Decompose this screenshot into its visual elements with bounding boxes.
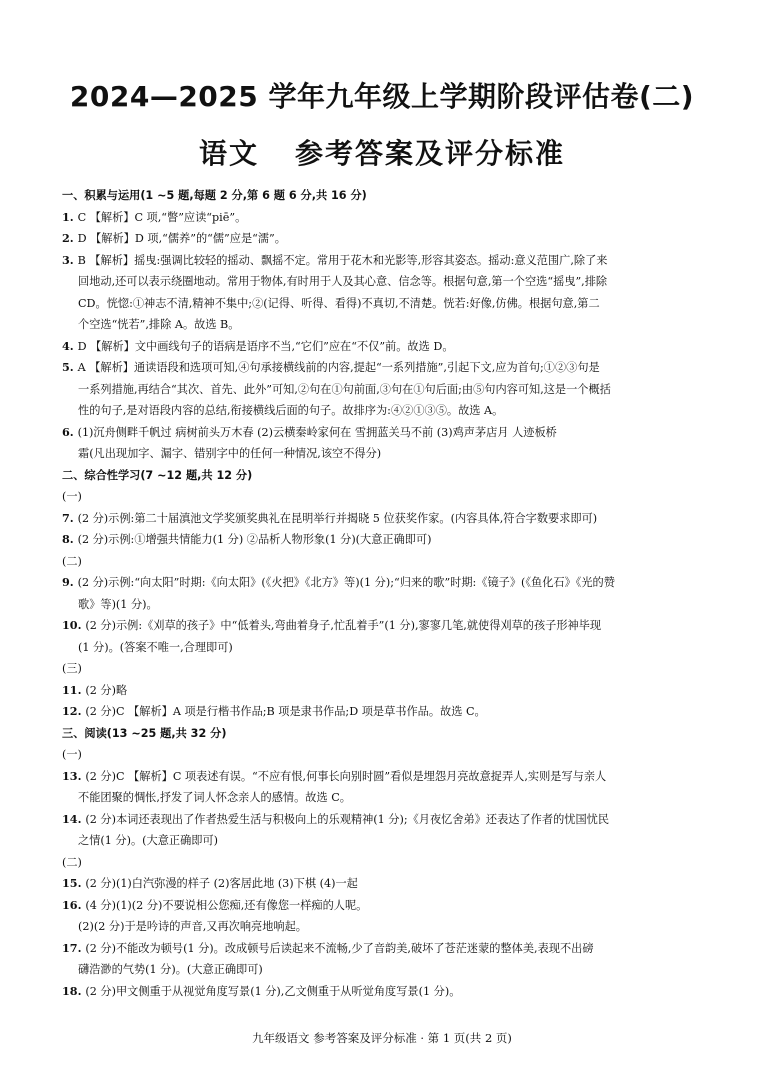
answer-item	[62, 422, 712, 444]
answer-text: (2 分)示例:①增强共情能力(1 分) ②品析人物形象(1 分)(大意正确即可)	[77, 533, 432, 546]
subsection-label: (三)	[62, 662, 82, 675]
section-heading: 二、综合性学习(7 ~12 题,共 12 分)	[62, 468, 253, 482]
answer-item	[62, 572, 712, 594]
question-number: 3.	[62, 252, 78, 267]
answer-continuation: 个空选“恍若”,排除 A。故选 B。	[78, 318, 240, 331]
answer-continuation: 性的句子,是对语段内容的总结,衔接横线后面的句子。故排序为:④②①③⑤。故选 A。	[78, 404, 504, 417]
subsection-label: (二)	[62, 855, 82, 869]
answer-item	[62, 680, 712, 702]
answer-text: (2 分)(1)白汽弥漫的样子 (2)客居此地 (3)下棋 (4)一起	[85, 877, 358, 890]
answer-item	[62, 336, 712, 358]
answer-content	[62, 185, 712, 1002]
document-title: 2024—2025 学年九年级上学期阶段评估卷(二)	[69, 80, 695, 113]
answer-text: (2 分)略	[85, 683, 128, 697]
answer-continuation: 不能团聚的惆怅,抒发了词人怀念亲人的感情。故选 C。	[78, 791, 351, 804]
question-number: 17.	[62, 940, 86, 955]
answer-item	[62, 529, 712, 551]
answer-text: (2 分)甲文侧重于从视觉角度写景(1 分),乙文侧重于从听觉角度写景(1 分)。	[85, 984, 461, 998]
answer-item	[62, 250, 712, 272]
answer-text: (2 分)示例:《刈草的孩子》中“低着头,弯曲着身子,忙乱着手”(1 分),寥寥几笔,就使得刈草的孩子形神毕现	[85, 619, 602, 632]
question-number: 18.	[62, 983, 86, 998]
question-number: 5.	[62, 360, 78, 374]
answer-item	[62, 357, 712, 379]
answer-continuation: 歌》等)(1 分)。	[78, 597, 158, 611]
page-footer: 九年级语文 参考答案及评分标准 · 第 1 页(共 2 页)	[252, 1031, 512, 1045]
question-number: 2.	[62, 231, 78, 245]
answer-item	[62, 873, 712, 895]
answer-text: (1)沉舟侧畔千帆过 病树前头万木春 (2)云横秦岭家何在 雪拥蓝关马不前 (3)鸡声茅店月 人迹板桥	[77, 425, 557, 439]
answer-item	[62, 701, 712, 723]
subsection-label: (一)	[62, 490, 82, 503]
answer-item	[62, 615, 712, 637]
question-number: 7.	[62, 510, 78, 525]
question-number: 11.	[62, 682, 86, 697]
answer-item	[62, 809, 712, 831]
answer-text: (2 分)C 【解析】A 项是行楷书作品;B 项是隶书作品;D 项是草书作品。故选 C。	[85, 705, 486, 718]
answer-key-label: 参考答案及评分标准	[295, 137, 566, 170]
answer-continuation: 回地动,还可以表示绕圈地动。常用于物体,有时用于人及其心意、信念等。根据句意,第一个空选“摇曳”,排除	[78, 275, 608, 288]
answer-text: (2 分)不能改为顿号(1 分)。改成顿号后读起来不流畅,少了音韵美,破坏了苍茫迷蒙的整体美,表现不出磅	[85, 941, 594, 955]
question-number: 13.	[62, 768, 86, 783]
answer-continuation: (2)(2 分)于是吟诗的声音,又再次响亮地响起。	[78, 920, 307, 933]
answer-item	[62, 207, 712, 229]
document-subtitle	[0, 132, 764, 172]
answer-text: D 【解析】文中画线句子的语病是语序不当,“它们”应在“不仅”前。故选 D。	[77, 339, 454, 353]
answer-text: (2 分)示例:“向太阳”时期:《向太阳》(《火把》《北方》等)(1 分);“归来的歌”时期:《镜子》(《鱼化石》《光的赞	[77, 576, 615, 589]
answer-text: (2 分)C 【解析】C 项表述有误。“不应有恨,何事长向别时圆”看似是埋怨月亮故意捉弄人,实则是写与亲人	[85, 769, 607, 783]
answer-text: D 【解析】D 项,“儒养”的“儒”应是“濡”。	[77, 232, 286, 245]
answer-continuation: 霜(凡出现加字、漏字、错别字中的任何一种情况,该空不得分)	[78, 447, 382, 460]
question-number: 1.	[62, 209, 78, 224]
subsection-label: (一)	[62, 748, 82, 761]
answer-continuation: 礴浩渺的气势(1 分)。(大意正确即可)	[78, 963, 263, 976]
subject-label: 语文	[198, 137, 259, 170]
answer-continuation: (1 分)。(答案不唯一,合理即可)	[78, 640, 233, 654]
section-heading: 三、阅读(13 ~25 题,共 32 分)	[62, 726, 227, 740]
question-number: 15.	[62, 876, 86, 890]
answer-text: B 【解析】摇曳:强调比较轻的摇动、飘摇不定。常用于花木和光影等,形容其姿态。摇动:意义范围广,除了来	[77, 253, 608, 267]
answer-text: C 【解析】C 项,“瞥”应读“piē”。	[77, 210, 247, 224]
answer-continuation: CD。恍惚:①神志不清,精神不集中;②(记得、听得、看得)不真切,不清楚。恍若:好像,仿佛。根据句意,第二	[78, 296, 600, 310]
answer-item	[62, 895, 712, 917]
answer-continuation: 之情(1 分)。(大意正确即可)	[78, 834, 219, 847]
question-number: 6.	[62, 424, 78, 439]
answer-item	[62, 508, 712, 530]
answer-continuation: 一系列措施,再结合“其次、首先、此外”可知,②句在①句前面,③句在①句后面;由⑤句内容可知,这是一个概括	[78, 382, 611, 396]
answer-item	[62, 981, 712, 1003]
answer-text: (4 分)(1)(2 分)不要说相公您痴,还有像您一样痴的人呢。	[85, 898, 368, 912]
question-number: 14.	[62, 811, 86, 826]
answer-text: (2 分)本词还表现出了作者热爱生活与积极向上的乐观精神(1 分);《月夜忆舍弟》还表达了作者的忧国忧民	[85, 812, 610, 826]
answer-item	[62, 766, 712, 788]
answer-item	[62, 938, 712, 960]
question-number: 9.	[62, 575, 78, 589]
question-number: 4.	[62, 338, 78, 353]
question-number: 12.	[62, 704, 86, 718]
subsection-label: (二)	[62, 554, 82, 568]
answer-item	[62, 228, 712, 250]
answer-text: (2 分)示例:第二十届滇池文学奖颁奖典礼在昆明举行并揭晓 5 位获奖作家。(内容具体,符合字数要求即可)	[77, 511, 598, 525]
answer-text: A 【解析】通读语段和选项可知,④句承接横线前的内容,提起“一系列措施”,引起下文,应为首句;①②③句是	[77, 361, 600, 374]
question-number: 16.	[62, 897, 86, 912]
question-number: 8.	[62, 532, 78, 546]
question-number: 10.	[62, 618, 86, 632]
section-heading: 一、积累与运用(1 ~5 题,每题 2 分,第 6 题 6 分,共 16 分)	[62, 189, 367, 202]
